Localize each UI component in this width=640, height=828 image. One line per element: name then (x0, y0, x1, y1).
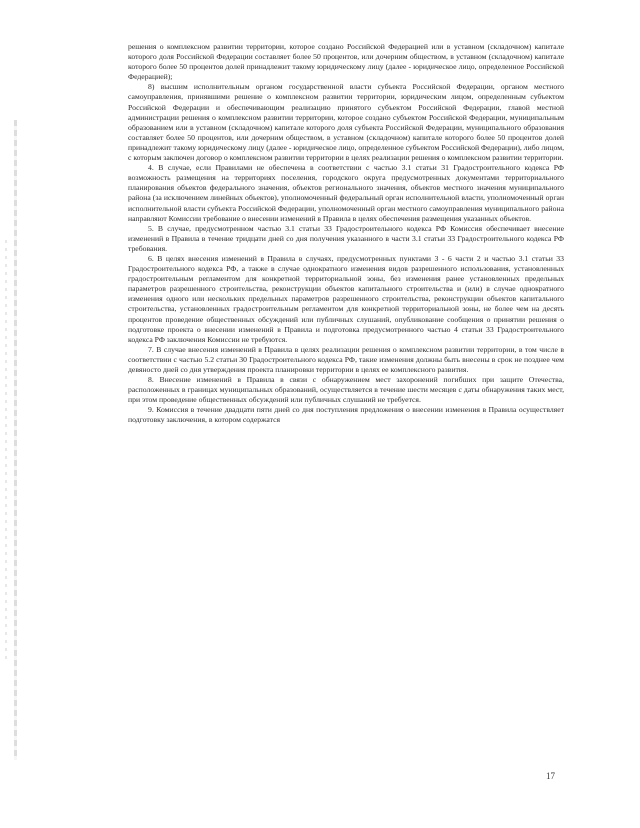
paragraph-5: 5. В случае, предусмотренном частью 3.1 статьи 33 Градостроительного кодекса РФ Комиссия обеспечивает внесение изменений в Правила в течение тридцати дней со дня получения указанного в части 3.1 статьи 33 Градостроительного кодекса РФ требования. (128, 223, 564, 253)
paragraph-continuation: решения о комплексном развитии территории, которое создано Российской Федерацией или в уставном (складочном) капитале которого доля Российской Федерации составляет более 50 процентов, или дочерним обществом, в уставном (складочном) капитале которого более 50 процентов долей принадлежит такому юридическому лицу (далее - юридическое лицо, определенное Российской Федерацией); (128, 42, 564, 82)
paragraph-9: 9. Комиссия в течение двадцати пяти дней со дня поступления предложения о внесении изменения в Правила осуществляет подготовку заключения, в котором содержатся (128, 405, 564, 425)
paragraph-item-8: 8) высшим исполнительным органом государственной власти субъекта Российской Федерации, органом местного самоуправления, принявшими решение о комплексном развитии территории, юридическим лицом, определенным субъектом Российской Федерации и обеспечивающим реализацию принятого субъектом Российской Федерации, главой местной администрации решения о комплексном развитии территории, которое создано субъектом Российской Федерации, муниципальным образованием или в уставном (складочном) капитале которого доля субъекта Российской Федерации, муниципального образования составляет более 50 процентов, или дочерним обществом, в уставном (складочном) капитале которого более 50 процентов долей принадлежит такому юридическому лицу (далее - юридическое лицо, определенное субъектом Российской Федерации), либо лицом, с которым заключен договор о комплексном развитии территории в целях реализации решения о комплексном развитии территории. (128, 82, 564, 163)
paragraph-7: 7. В случае внесения изменений в Правила в целях реализации решения о комплексном развитии территории, в том числе в соответствии с частью 5.2 статьи 30 Градостроительного кодекса РФ, такие изменения должны быть внесены в срок не позднее чем девяносто дней со дня утверждения проекта планировки территории в целях ее комплексного развития. (128, 344, 564, 374)
scan-edge-artifact (14, 120, 17, 760)
paragraph-6: 6. В целях внесения изменений в Правила в случаях, предусмотренных пунктами 3 - 6 части 2 и частью 3.1 статьи 33 Градостроительного кодекса РФ, а также в случае однократного изменения видов разрешенного использования, установленных градостроительным регламентом для конкретной территориальной зоны, без изменения ранее установленных предельных параметров разрешенного строительства, реконструкции объектов капитального строительства и (или) в случае однократного изменения одного или нескольких предельных параметров разрешенного строительства, реконструкции объектов капитального строительства, установленных градостроительным регламентом для конкретной территориальной зоны, не более чем на десять процентов проведение общественных обсуждений или публичных слушаний, опубликование сообщения о принятии решения о подготовке проекта о внесении изменений в Правила и подготовка предусмотренного частью 4 статьи 33 Градостроительного кодекса РФ заключения Комиссии не требуются. (128, 253, 564, 344)
page-number: 17 (546, 771, 555, 781)
document-page (128, 42, 564, 426)
paragraph-8: 8. Внесение изменений в Правила в связи с обнаружением мест захоронений погибших при защите Отечества, расположенных в границах муниципальных образований, осуществляется в течение шести месяцев с даты обнаружения таких мест, при этом проведение общественных обсуждений или публичных слушаний не требуется. (128, 375, 564, 405)
scan-edge-artifact-secondary (5, 240, 7, 660)
paragraph-4: 4. В случае, если Правилами не обеспечена в соответствии с частью 3.1 статьи 31 Градостроительного кодекса РФ возможность размещения на территориях поселения, городского округа предусмотренных документами территориального планирования объектов федерального значения, объектов регионального значения, объектов местного значения муниципального района (за исключением линейных объектов), уполномоченный федеральный орган исполнительной власти, уполномоченный орган исполнительной власти субъекта Российской Федерации, уполномоченный орган местного самоуправления муниципального района направляют Комиссии требование о внесении изменений в Правила в целях обеспечения размещения указанных объектов. (128, 163, 564, 223)
